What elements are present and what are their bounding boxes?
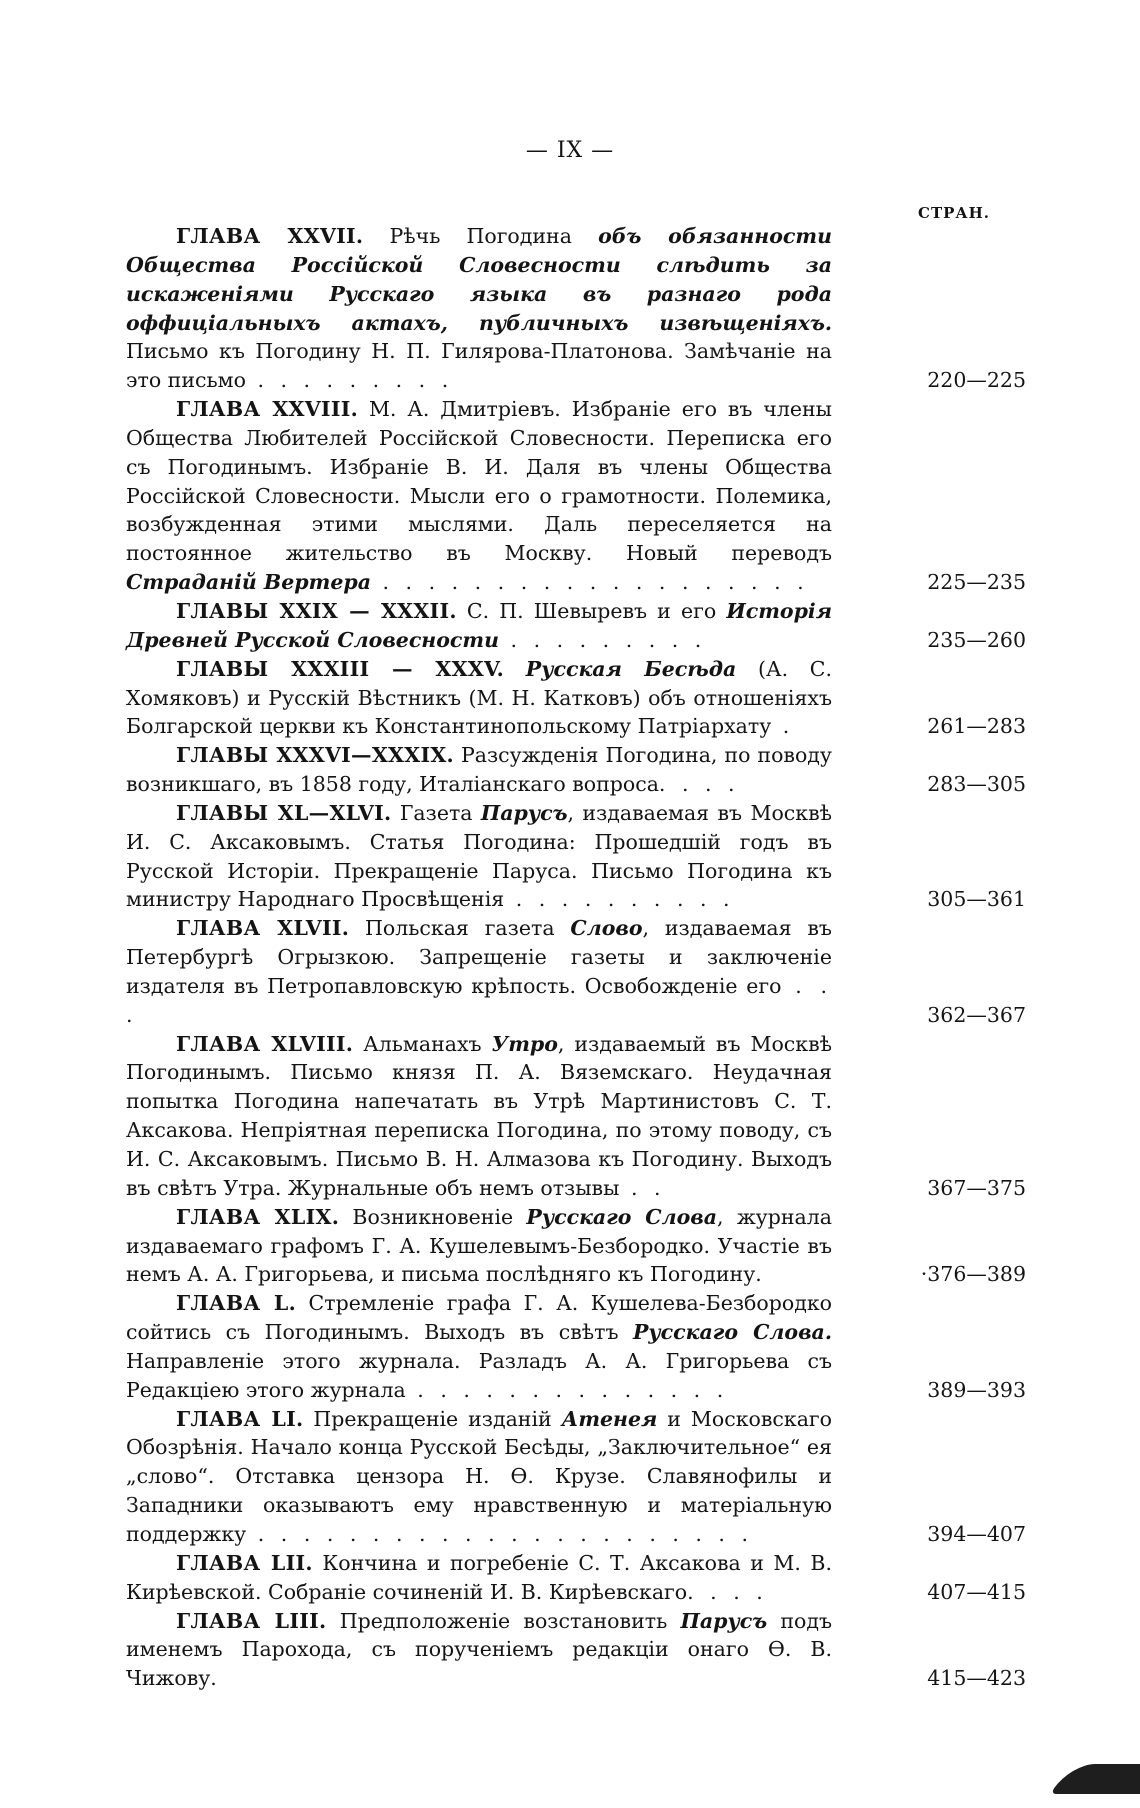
entry-description-continued: Письмо къ Погодину Н. П. Гилярова-Платонова. Замѣчаніе на это письмо: [126, 339, 832, 393]
toc-entry-text: [126, 655, 832, 742]
dot-leader: . . . . . . . . . .: [504, 887, 735, 912]
page-range: 362—367: [927, 1002, 1026, 1027]
toc-entry-text: [126, 395, 832, 597]
toc-entry: [126, 741, 1026, 799]
entry-description-continued: , издаваемая въ Москвѣ И. С. Аксаковымъ. Статья Погодина: Прошедшій годъ въ Русской Исторіи. Прекращеніе Паруса. Письмо Погодина къ министру Народнаго Просвѣщенія: [126, 800, 832, 912]
toc-entry: [126, 1405, 1026, 1549]
chapter-heading: ГЛАВА L.: [176, 1291, 297, 1316]
toc-entry-text: [126, 741, 832, 799]
italic-title: Слово: [570, 916, 643, 941]
entry-description: С. П. Шевыревъ и его: [456, 598, 727, 623]
toc-entry: [126, 1549, 1026, 1607]
italic-title: Страданій Вертера: [126, 570, 371, 595]
italic-title: Парусъ: [480, 800, 568, 825]
dot-leader: . . . .: [658, 772, 740, 797]
entry-description-continued: подъ именемъ Парохода, съ порученіемъ редакціи онаго Ѳ. В. Чижову.: [126, 1608, 833, 1691]
entry-description: Кончина и погребеніе С. Т. Аксакова и М. В. Кирѣевской. Собраніе сочиненій И. В. Кирѣевскаго: [126, 1550, 832, 1604]
dot-leader: .: [771, 714, 795, 739]
page-range: 225—235: [927, 570, 1026, 595]
page-range: 407—415: [927, 1579, 1026, 1604]
toc-entry-text: [126, 1607, 832, 1694]
page-range: 305—361: [927, 887, 1026, 912]
toc-entry-text: [126, 1203, 832, 1290]
entry-description: Рѣчь Погодина: [363, 224, 599, 248]
entry-description-continued: и Московскаго Обозрѣнія. Начало конца Русской Бесѣды, „Заключительное“ ея „слово“. Отставка цензора Н. Ѳ. Крузе. Славянофилы и Западники оказываютъ ему нравственную и матеріальную поддержку: [126, 1406, 833, 1546]
italic-title: Атенея: [561, 1406, 658, 1431]
page-range: 235—260: [927, 627, 1026, 652]
ink-smudge: [1050, 1764, 1140, 1794]
chapter-heading: ГЛАВА XLVII.: [176, 916, 350, 941]
chapter-heading: ГЛАВА XXVIII.: [176, 397, 359, 422]
entry-description: Стремленіе графа Г. А. Кушелева-Безбородко сойтись съ Погодинымъ. Выходъ въ свѣтъ: [126, 1291, 832, 1345]
chapter-heading: ГЛАВЫ XL—XLVI.: [176, 800, 392, 825]
page-range: 415—423: [927, 1666, 1026, 1691]
chapter-heading: ГЛАВЫ XXXIII — XXXV.: [176, 656, 505, 681]
dot-leader: . . . . . . . . . . . . . . . . . . .: [371, 570, 809, 595]
toc-entry-text: [126, 1549, 832, 1607]
entry-description: Газета: [391, 800, 481, 825]
toc-entry-text: [126, 914, 832, 1029]
chapter-heading: ГЛАВА LII.: [176, 1550, 313, 1575]
page-range: 261—283: [927, 714, 1026, 739]
toc-entry-text: [126, 1030, 832, 1203]
chapter-heading: ГЛАВА XLVIII.: [176, 1031, 354, 1056]
entry-description: Разсужденія Погодина, по поводу возникшаго, въ 1858 году, Италіанскаго вопроса: [126, 743, 832, 797]
chapter-heading: ГЛАВА LI.: [176, 1406, 304, 1431]
dot-leader: . . . . . . . . .: [245, 368, 454, 393]
toc-entry: [126, 655, 1026, 742]
dot-leader: . . . . . . . . . . . . . . . . . . . . . .: [246, 1521, 753, 1546]
entry-description-continued: , журнала издаваемаго графомъ Г. А. Кушелевымъ-Безбородко. Участіе въ немъ А. А. Григорьева, и письма послѣдняго къ Погодину.: [126, 1204, 832, 1287]
dot-leader: . . . .: [687, 1579, 768, 1604]
pages-column-label: СТРАН.: [918, 204, 990, 222]
chapter-heading: ГЛАВЫ XXIX — XXXII.: [176, 598, 457, 623]
page-range: ·376—389: [920, 1262, 1026, 1287]
toc-entry: [126, 1607, 1026, 1694]
entry-description: [504, 657, 526, 681]
toc-entry-text: [126, 597, 832, 655]
page-range: 394—407: [927, 1521, 1026, 1546]
entry-description: Возникновеніе: [339, 1204, 527, 1229]
entry-description-continued: (А. С. Хомяковъ) и Русскій Вѣстникъ (М. Н. Катковъ) объ отношеніяхъ Болгарской церкви къ Константинопольскому Патріархату: [126, 656, 832, 739]
italic-title: Утро: [491, 1031, 558, 1056]
chapter-heading: ГЛАВА XXVII.: [176, 224, 364, 248]
dot-leader: . .: [619, 1175, 666, 1200]
entry-description: М. А. Дмитріевъ. Избраніе его въ члены Общества Любителей Россійской Словесности. Переписка его съ Погодинымъ. Избраніе В. И. Даля въ члены Общества Россійской Словесности. Мысли его о грамотности. Полемика, возбужденная этими мыслями. Даль переселяется на постоянное жительство въ Москву. Новый переводъ: [126, 397, 832, 566]
italic-title: Русскаго Слова: [526, 1204, 718, 1229]
toc-entry: [126, 1203, 1026, 1290]
page-number: — IX —: [525, 138, 615, 163]
toc-entry: [126, 395, 1026, 597]
page-range: 283—305: [927, 772, 1026, 797]
dot-leader: . . . . . . . . .: [499, 627, 707, 652]
entry-description-continued: , издаваемая въ Петербургѣ Огрызкою. Запрещеніе газеты и заключеніе издателя въ Петропавловскую крѣпость. Освобожденіе его: [126, 916, 832, 998]
page-range: 220—225: [927, 368, 1026, 393]
toc-entry-text: [126, 1289, 832, 1404]
page-range: 367—375: [927, 1175, 1026, 1200]
entry-description: Альманахъ: [353, 1031, 492, 1056]
entry-description: Прекращеніе изданій: [303, 1406, 562, 1431]
toc-entry: [126, 1289, 1026, 1404]
entry-description-continued: , издаваемый въ Москвѣ Погодинымъ. Письмо князя П. А. Вяземскаго. Неудачная попытка Погодина напечатать въ Утрѣ Мартинистовъ С. Т. Аксакова. Непріятная переписка Погодина, по этому поводу, съ И. С. Аксаковымъ. Письмо В. Н. Алмазова къ Погодину. Выходъ въ свѣтъ Утра. Журнальные объ немъ отзывы: [126, 1031, 832, 1200]
italic-title: Парусъ: [680, 1608, 768, 1633]
page-range: 389—393: [927, 1377, 1026, 1402]
italic-title: Исторія Древней Русской Словесности: [126, 598, 833, 652]
toc-entry-text: [126, 222, 832, 395]
italic-title: объ обязанности Общества Россійской Словесности слѣдить за искаженіями Русскаго языка въ разнаго рода оффиціальныхъ актахъ, публичныхъ извѣщеніяхъ.: [126, 224, 832, 335]
toc-entry: [126, 597, 1026, 655]
toc-entry: [126, 222, 1026, 395]
entry-description: Предположеніе возстановить: [326, 1608, 681, 1633]
italic-title: Русская Бесѣда: [525, 656, 737, 681]
toc-entry: [126, 914, 1026, 1029]
toc-entry: [126, 1030, 1026, 1203]
toc-entry: [126, 799, 1026, 914]
table-of-contents: [126, 222, 1026, 1693]
chapter-heading: ГЛАВА LIII.: [176, 1608, 327, 1633]
chapter-heading: ГЛАВЫ XXXVI—XXXIX.: [176, 743, 454, 768]
dot-leader: . . . . . . . . . . . . . .: [405, 1377, 729, 1402]
chapter-heading: ГЛАВА XLIX.: [176, 1204, 340, 1229]
entry-description: Польская газета: [349, 916, 571, 941]
toc-entry-text: [126, 799, 832, 914]
italic-title: Русскаго Слова.: [632, 1320, 832, 1345]
entry-description-continued: Направленіе этого журнала. Разладъ А. А. Григорьева съ Редакціею этого журнала: [126, 1348, 832, 1402]
toc-entry-text: [126, 1405, 832, 1549]
dot-leader: . . .: [126, 973, 832, 1027]
